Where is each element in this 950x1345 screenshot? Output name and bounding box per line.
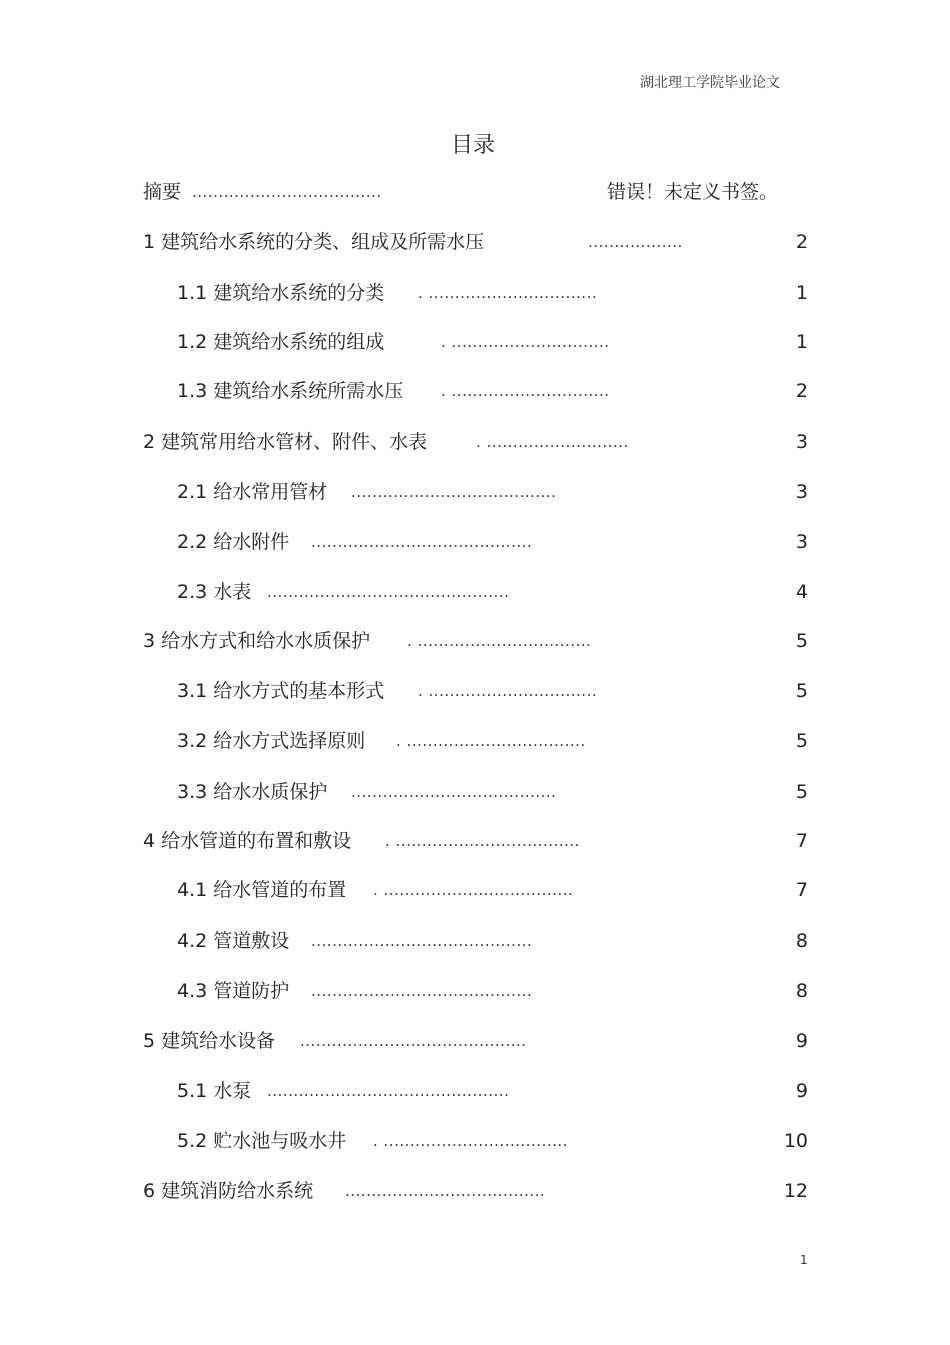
toc-page-number: 1 (795, 282, 808, 304)
toc-label: 5.2 贮水池与吸水井 (177, 1130, 347, 1152)
toc-page-number: 5 (795, 781, 808, 803)
toc-dots: . ................................... (373, 1132, 568, 1150)
toc-page-number: 3 (795, 431, 808, 453)
toc-dots: . ........................... (476, 433, 629, 451)
toc-page-number: 1 (795, 331, 808, 353)
toc-label: 4 给水管道的布置和敷设 (143, 830, 352, 852)
toc-label: 3 给水方式和给水水质保护 (143, 630, 371, 652)
page-header: 湖北理工学院毕业论文 (640, 75, 780, 91)
toc-label: 5 建筑给水设备 (143, 1030, 276, 1052)
toc-dots: . ................................. (407, 632, 592, 650)
toc-dots: . ................................... (385, 832, 580, 850)
toc-label: 5.1 水泵 (177, 1080, 252, 1102)
toc-dots: .............................................. (267, 1082, 510, 1100)
toc-label: 3.1 给水方式的基本形式 (177, 680, 385, 702)
toc-label: 2.2 给水附件 (177, 531, 290, 553)
toc-page-number: 5 (795, 680, 808, 702)
toc-dots: .......................................... (311, 533, 533, 551)
toc-page-number: 9 (795, 1080, 808, 1102)
toc-label: 1.1 建筑给水系统的分类 (177, 282, 385, 304)
toc-label: 1.3 建筑给水系统所需水压 (177, 380, 404, 402)
toc-label: 摘要 (143, 181, 182, 203)
toc-label: 2.1 给水常用管材 (177, 481, 328, 503)
toc-label: 1 建筑给水系统的分类、组成及所需水压 (143, 231, 485, 253)
toc-label: 3.3 给水水质保护 (177, 781, 328, 803)
toc-dots: . ................................ (418, 284, 598, 302)
toc-label: 4.2 管道敷设 (177, 930, 290, 952)
toc-dots: .......................................... (311, 932, 533, 950)
toc-page-number: 5 (795, 730, 808, 752)
page-number: 1 (800, 1253, 808, 1267)
toc-dots: . ................................ (418, 682, 598, 700)
toc-dots: . .................................. (396, 732, 586, 750)
toc-dots: ........................................... (300, 1032, 527, 1050)
toc-page-number: 12 (783, 1180, 808, 1202)
toc-dots: ....................................... (351, 483, 557, 501)
toc-error-ref: 错误！未定义书签。 (607, 181, 779, 203)
toc-label: 4.1 给水管道的布置 (177, 879, 347, 901)
toc-label: 4.3 管道防护 (177, 980, 290, 1002)
toc-label: 2 建筑常用给水管材、附件、水表 (143, 431, 428, 453)
toc-page-number: 10 (783, 1130, 808, 1152)
toc-page-number: 4 (795, 581, 808, 603)
toc-dots: .......................................... (311, 982, 533, 1000)
toc-page-number: 8 (795, 930, 808, 952)
toc-page-number: 3 (795, 531, 808, 553)
toc-page-number: 8 (795, 980, 808, 1002)
toc-page-number: 2 (795, 231, 808, 253)
toc-page-number: 7 (795, 830, 808, 852)
toc-label: 3.2 给水方式选择原则 (177, 730, 366, 752)
toc-dots: . .................................... (373, 881, 574, 899)
toc-dots: .............................................. (267, 583, 510, 601)
toc-page-number: 5 (795, 630, 808, 652)
page-title: 目录 (450, 133, 495, 158)
toc-page-number: 9 (795, 1030, 808, 1052)
toc-dots: .................................... (192, 183, 382, 201)
toc-dots: . .............................. (441, 333, 610, 351)
toc-label: 1.2 建筑给水系统的组成 (177, 331, 385, 353)
toc-label: 6 建筑消防给水系统 (143, 1180, 314, 1202)
toc-page-number: 3 (795, 481, 808, 503)
toc-dots: . .............................. (441, 382, 610, 400)
toc-dots: ....................................... (351, 783, 557, 801)
toc-label: 2.3 水表 (177, 581, 252, 603)
toc-dots: ...................................... (345, 1182, 546, 1200)
toc-page-number: 2 (795, 380, 808, 402)
toc-page-number: 7 (795, 879, 808, 901)
toc-dots: .................. (588, 233, 683, 251)
